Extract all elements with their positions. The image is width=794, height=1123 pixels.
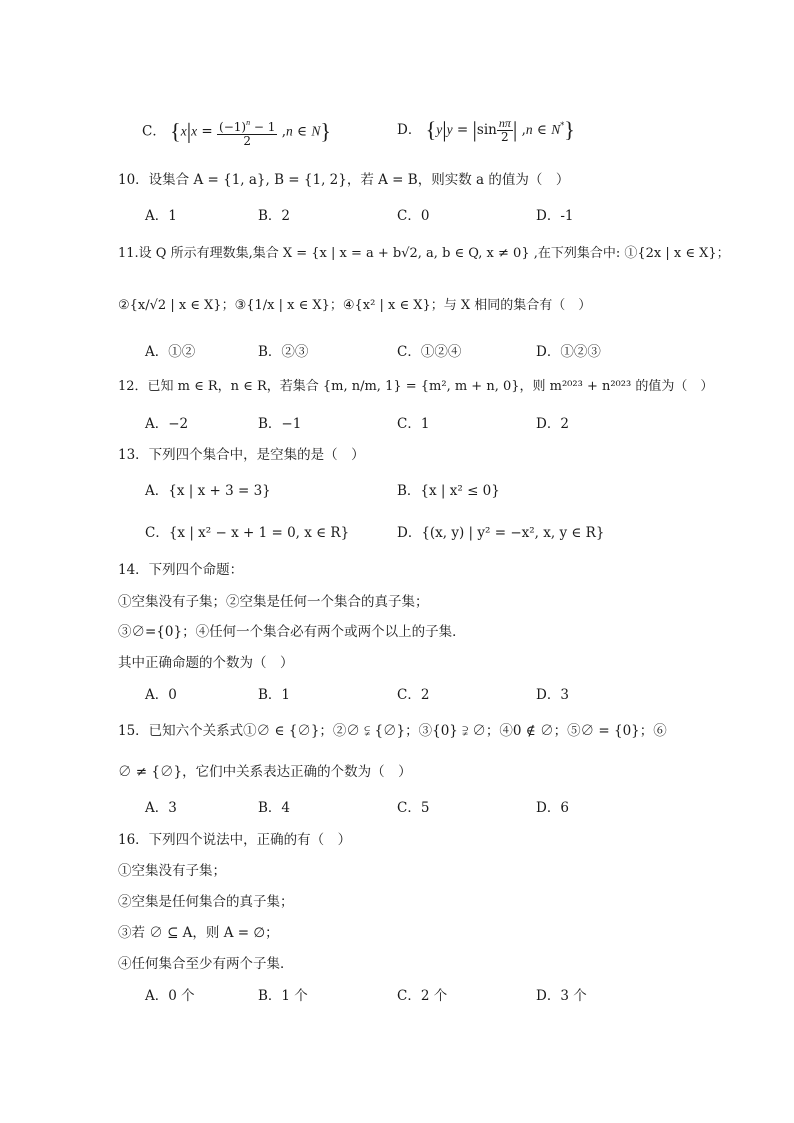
q12-option-a[interactable]: A．−2 bbox=[145, 416, 189, 432]
q9-option-d: D． {y|y = |sin $\frac{n\pi}{2}$ | ,n ∈ N*} bbox=[397, 116, 575, 144]
q16-line-1: ①空集没有子集； bbox=[118, 863, 226, 879]
q10-option-c[interactable]: C．0 bbox=[397, 208, 430, 224]
q14-option-d[interactable]: D．3 bbox=[536, 687, 569, 703]
q12-option-c[interactable]: C．1 bbox=[397, 416, 430, 432]
q15-option-b[interactable]: B．4 bbox=[258, 800, 291, 816]
q16-option-c[interactable]: C．2 个 bbox=[397, 988, 448, 1004]
q15-option-d[interactable]: D．6 bbox=[536, 800, 569, 816]
q16-line-2: ②空集是任何集合的真子集； bbox=[118, 894, 294, 910]
q12-option-b[interactable]: B．−1 bbox=[258, 416, 302, 432]
q11-option-b[interactable]: B．②③ bbox=[258, 344, 309, 360]
q15-option-c[interactable]: C．5 bbox=[397, 800, 430, 816]
q14-line-1: ①空集没有子集；②空集是任何一个集合的真子集； bbox=[118, 594, 429, 610]
q15-stem-2: ∅ ≠ {∅}，它们中关系表达正确的个数为（ ） bbox=[118, 764, 412, 780]
q11-option-d[interactable]: D．①②③ bbox=[536, 344, 601, 360]
q16-option-b[interactable]: B．1 个 bbox=[258, 988, 308, 1004]
q9-option-c: C． {x|x = $\frac{(-1)^n - 1}{2}$ ,n ∈ N} bbox=[142, 118, 331, 148]
q15-stem: 15．已知六个关系式①∅ ∈ {∅}；②∅ ⫋ {∅}；③{0} ⫌ ∅；④0 ∉ ∅；⑤∅ = {0}；⑥ bbox=[118, 723, 667, 739]
q13-option-b[interactable]: B．{x | x² ≤ 0} bbox=[397, 483, 500, 499]
q11-option-a[interactable]: A．①② bbox=[145, 344, 196, 360]
q16-option-a[interactable]: A．0 个 bbox=[145, 988, 195, 1004]
q13-option-d[interactable]: D．{(x, y) | y² = −x², x, y ∈ R} bbox=[397, 525, 605, 541]
q16-option-d[interactable]: D．3 个 bbox=[536, 988, 587, 1004]
q16-stem: 16．下列四个说法中，正确的有（ ） bbox=[118, 832, 352, 848]
q16-line-3: ③若 ∅ ⊆ A，则 A = ∅； bbox=[118, 925, 279, 941]
q9-option-d-label: D． bbox=[397, 122, 422, 138]
q13-option-a[interactable]: A．{x | x + 3 = 3} bbox=[145, 483, 271, 499]
q11-stem: 11.设 Q 所示有理数集,集合 X = {x | x = a + b√2, a, b ∈ Q, x ≠ 0} ,在下列集合中: ①{2x | x ∈ X}； bbox=[118, 246, 730, 261]
q14-option-a[interactable]: A．0 bbox=[145, 687, 177, 703]
q13-stem: 13．下列四个集合中，是空集的是（ ） bbox=[118, 447, 365, 463]
q10-option-d[interactable]: D．-1 bbox=[536, 208, 574, 224]
q14-option-c[interactable]: C．2 bbox=[397, 687, 430, 703]
q10-option-b[interactable]: B．2 bbox=[258, 208, 291, 224]
q10-stem: 10．设集合 A = {1, a}, B = {1, 2}，若 A = B，则实数 a 的值为（ ） bbox=[118, 172, 570, 188]
q11-stem-2: ②{x/√2 | x ∈ X}；③{1/x | x ∈ X}；④{x² | x ∈ X}；与 X 相同的集合有（ ） bbox=[118, 298, 592, 313]
q13-option-c[interactable]: C．{x | x² − x + 1 = 0, x ∈ R} bbox=[145, 525, 350, 541]
q14-line-3: 其中正确命题的个数为（ ） bbox=[118, 655, 294, 671]
q15-option-a[interactable]: A．3 bbox=[145, 800, 177, 816]
q16-line-4: ④任何集合至少有两个子集． bbox=[118, 956, 294, 972]
q14-option-b[interactable]: B．1 bbox=[258, 687, 291, 703]
q10-option-a[interactable]: A．1 bbox=[145, 208, 177, 224]
q14-line-2: ③∅={0}；④任何一个集合必有两个或两个以上的子集． bbox=[118, 624, 466, 640]
q14-stem: 14．下列四个命题： bbox=[118, 562, 244, 578]
q12-option-d[interactable]: D．2 bbox=[536, 416, 569, 432]
q11-option-c[interactable]: C．①②④ bbox=[397, 344, 462, 360]
q9-option-c-label: C． bbox=[142, 123, 166, 140]
q12-stem: 12．已知 m ∈ R，n ∈ R，若集合 {m, n/m, 1} = {m², m + n, 0}，则 m²⁰²³ + n²⁰²³ 的值为（ ） bbox=[118, 379, 714, 394]
